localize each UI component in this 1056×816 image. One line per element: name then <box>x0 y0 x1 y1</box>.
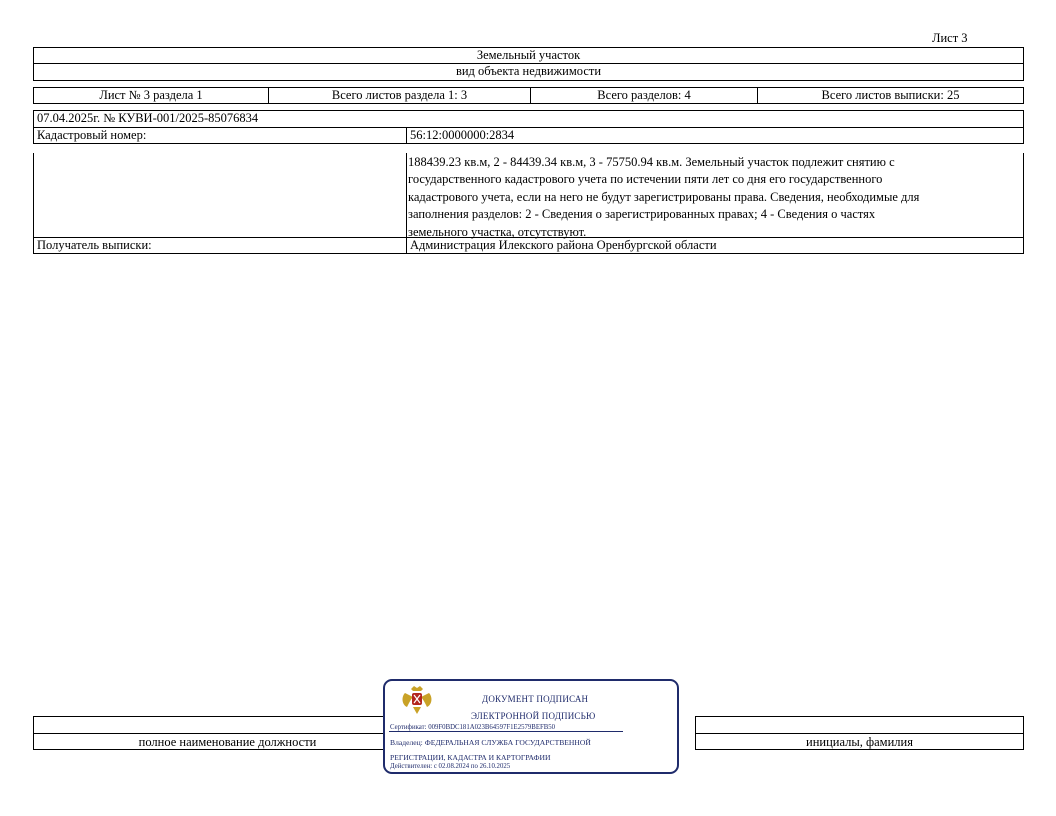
total-sheets-extract-cell <box>757 87 1024 104</box>
object-title-cell <box>33 47 1024 64</box>
notes-line: земельного участка, отсутствуют. <box>408 224 587 239</box>
name-caption: инициалы, фамилия <box>806 735 913 749</box>
stamp-title-line1: ДОКУМЕНТ ПОДПИСАН <box>482 694 589 704</box>
stamp-divider <box>389 731 623 732</box>
object-subtitle: вид объекта недвижимости <box>455 64 602 78</box>
notes-line: 188439.23 кв.м, 2 - 84439.34 кв.м, 3 - 75750.94 кв.м. Земельный участок подлежит снятию с <box>408 155 895 169</box>
sheet-number: Лист 3 <box>932 31 968 45</box>
info-row <box>33 87 1024 104</box>
object-subtitle-cell <box>33 63 1024 81</box>
recipient-value: Администрация Илекского района Оренбургской области <box>410 238 717 252</box>
stamp-certificate: Сертификат: 009F0BDC181A023B64597F1E2579BEFB50 <box>390 724 556 731</box>
notes-left-cell <box>33 153 407 238</box>
total-sheets-section: Всего листов раздела 1: 3 <box>331 88 468 102</box>
stamp-owner-line2: РЕГИСТРАЦИИ, КАДАСТРА И КАРТОГРАФИИ <box>390 753 551 762</box>
cadastral-value-cell <box>406 127 1024 144</box>
notes-line: заполнения разделов: 2 - Сведения о зарегистрированных правах; 4 - Сведения о частях <box>408 207 876 222</box>
signature-name-field <box>695 716 1024 734</box>
position-caption: полное наименование должности <box>138 735 317 749</box>
sheet-of-section: Лист № 3 раздела 1 <box>99 88 203 102</box>
cadastral-label: Кадастровый номер: <box>37 128 147 142</box>
coat-of-arms-icon <box>399 683 435 717</box>
recipient-label: Получатель выписки: <box>37 238 152 252</box>
notes-line: государственного кадастрового учета по истечении пяти лет со дня его государственного <box>408 172 883 187</box>
stamp-title-line2: ЭЛЕКТРОННОЙ ПОДПИСЬЮ <box>471 711 596 721</box>
recipient-value-cell <box>406 237 1024 254</box>
stamp-owner-line1: Владелец: ФЕДЕРАЛЬНАЯ СЛУЖБА ГОСУДАРСТВЕННОЙ <box>390 738 591 747</box>
total-sections-cell <box>530 87 758 104</box>
recipient-label-cell <box>33 237 407 254</box>
total-sheets-extract: Всего листов выписки: 25 <box>821 88 960 102</box>
total-sheets-section-cell <box>268 87 531 104</box>
signature-position-field <box>33 716 422 734</box>
stamp-validity: Действителен: с 02.08.2024 по 26.10.2025 <box>390 763 511 770</box>
notes-line: кадастрового учета, если на него не будут зарегистрированы права. Сведения, необходимые для <box>408 189 920 204</box>
document-ref-cell <box>33 110 1024 128</box>
total-sections: Всего разделов: 4 <box>597 88 691 102</box>
special-notes <box>406 153 1024 238</box>
electronic-signature-stamp <box>383 679 679 774</box>
signature-name-caption-cell <box>695 733 1024 750</box>
cadastral-value: 56:12:0000000:2834 <box>410 128 515 142</box>
cadastral-label-cell <box>33 127 407 144</box>
document-ref: 07.04.2025г. № КУВИ-001/2025-85076834 <box>37 111 259 125</box>
object-title: Земельный участок <box>476 48 581 62</box>
signature-position-caption-cell <box>33 733 422 750</box>
sheet-of-section-cell <box>33 87 269 104</box>
